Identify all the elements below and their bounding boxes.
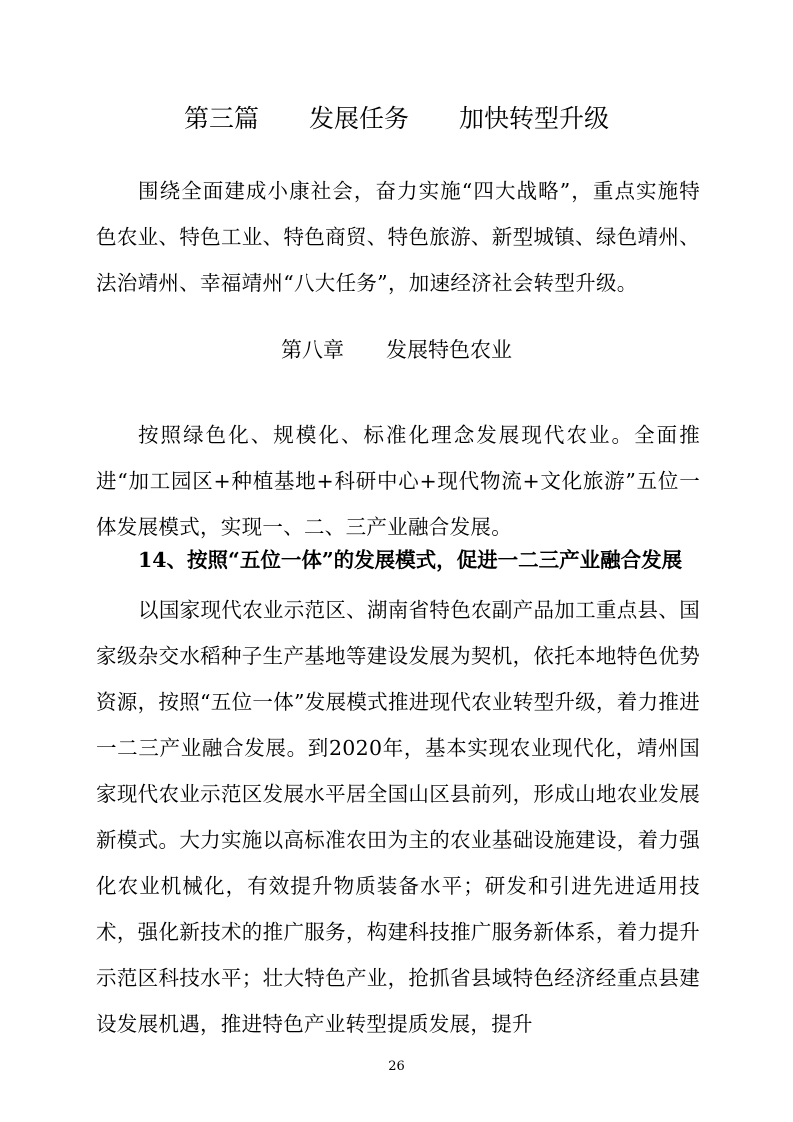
chapter-intro-paragraph: 按照绿色化、规模化、标准化理念发展现代农业。全面推进“加工园区+种植基地+科研中心+现代物流+文化旅游”五位一体发展模式，实现一、二、三产业融合发展。 <box>96 423 700 539</box>
section-heading: 14、按照“五位一体”的发展模式，促进一二三产业融合发展 <box>138 548 683 572</box>
page-number: 26 <box>388 1059 405 1074</box>
section-body-paragraph: 以国家现代农业示范区、湖南省特色农副产品加工重点县、国家级杂交水稻种子生产基地等建设发展为契机，依托本地特色优势资源，按照“五位一体”发展模式推进现代农业转型升级，着力推进一二三产业融合发展。到2020年，基本实现农业现代化，靖州国家现代农业示范区发展水平居全国山区县前列，形成山地农业发展新模式。大力实施以高标准农田为主的农业基础设施建设，着力强化农业机械化，有效提升物质装备水平；研发和引进先进适用技术，强化新技术的推广服务，构建科技推广服务新体系，着力提升示范区科技水平；壮大特色产业，抢抓省县域特色经济经重点县建设发展机遇，推进特色产业转型提质发展，提升 <box>96 598 700 1036</box>
chapter-title: 第八章 发展特色农业 <box>281 338 512 362</box>
intro-paragraph: 围绕全面建成小康社会，奋力实施“四大战略”，重点实施特色农业、特色工业、特色商贸、特色旅游、新型城镇、绿色靖州、法治靖州、幸福靖州“八大任务”，加速经济社会转型升级。 <box>96 179 700 295</box>
part-title: 第三篇 发展任务 加快转型升级 <box>183 104 609 133</box>
